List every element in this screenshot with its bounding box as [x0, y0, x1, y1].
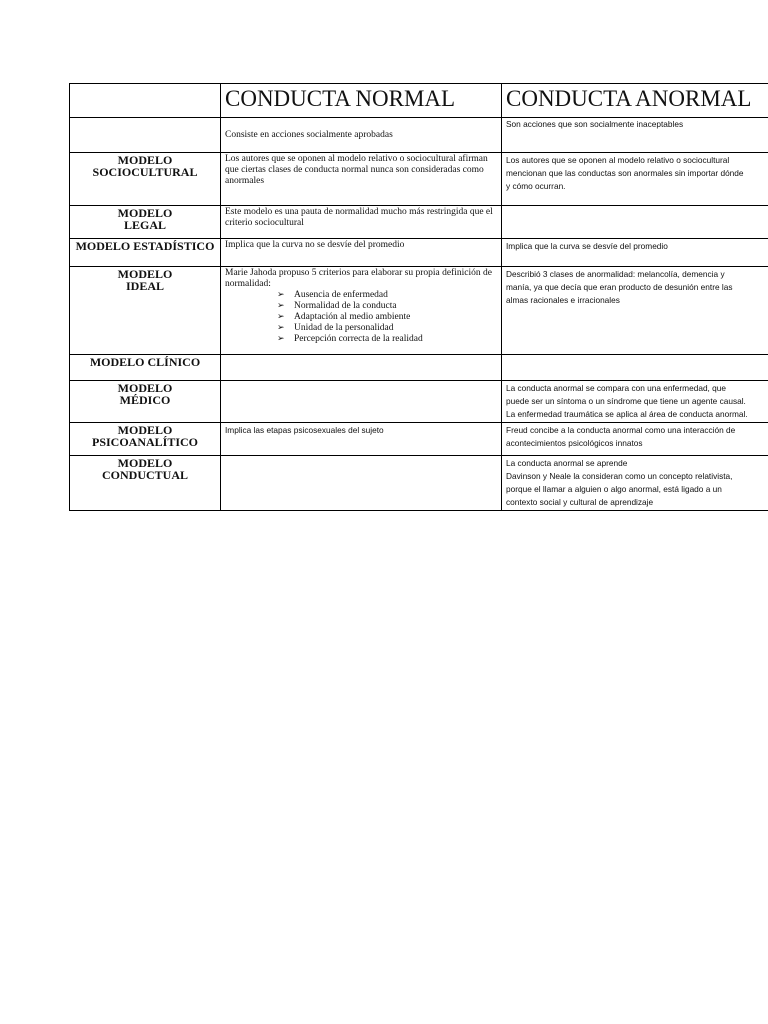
- row-legal: [70, 206, 768, 239]
- criteria-list: [225, 290, 497, 345]
- normal-description: [221, 456, 502, 511]
- normal-description: Marie Jahoda propuso 5 criterios para elaborar su propia definición de normalidad: ➢ Ausencia de enfermedad ➢ Normalidad de la conducta ➢ Adaptación al medio ambiente ➢ Unidad de la personalidad ➢ Percepción correcta de la realidad: [221, 267, 502, 355]
- model-label: MODELO CONDUCTUAL: [70, 456, 221, 511]
- row-psicoanalitico: [70, 423, 768, 456]
- list-item: ➢ Percepción correcta de la realidad: [277, 334, 497, 345]
- definition-row: [70, 118, 768, 153]
- row-medico: [70, 381, 768, 423]
- normal-description: Implica las etapas psicosexuales del sujeto: [221, 423, 502, 456]
- anormal-description: La conducta anormal se compara con una enfermedad, que puede ser un síntoma o un síndrome que tiene un agente causal. La enfermedad traumática se aplica al área de conducta anormal.: [502, 381, 768, 423]
- normal-description: [221, 381, 502, 423]
- model-label: MODELO PSICOANALÍTICO: [70, 423, 221, 456]
- header-row: [70, 84, 768, 118]
- comparison-table: [69, 83, 768, 511]
- model-label: MODELO ESTADÍSTICO: [70, 239, 221, 267]
- model-label: MODELO MÉDICO: [70, 381, 221, 423]
- normal-description: [221, 355, 502, 381]
- header-normal: CONDUCTA NORMAL: [221, 84, 502, 118]
- row-sociocultural: [70, 153, 768, 206]
- model-label: MODELO IDEAL: [70, 267, 221, 355]
- normal-description: Implica que la curva no se desvíe del promedio: [221, 239, 502, 267]
- anormal-description: Describió 3 clases de anormalidad: melancolía, demencia y manía, ya que decía que eran producto de desunión entre las almas racionales e irracionales: [502, 267, 768, 355]
- row-estadistico: [70, 239, 768, 267]
- model-label: MODELO CLÍNICO: [70, 355, 221, 381]
- header-anormal: CONDUCTA ANORMAL: [502, 84, 768, 118]
- definition-anormal: Son acciones que son socialmente inaceptables: [502, 118, 768, 153]
- normal-description: Este modelo es una pauta de normalidad mucho más restringida que el criterio sociocultural: [221, 206, 502, 239]
- anormal-description: Implica que la curva se desvíe del promedio: [502, 239, 768, 267]
- model-label: MODELO LEGAL: [70, 206, 221, 239]
- list-item: ➢ Unidad de la personalidad: [277, 323, 497, 334]
- definition-empty-cell: [70, 118, 221, 153]
- list-item: ➢ Normalidad de la conducta: [277, 301, 497, 312]
- list-item: ➢ Adaptación al medio ambiente: [277, 312, 497, 323]
- anormal-description: Los autores que se oponen al modelo relativo o sociocultural mencionan que las conductas son anormales sin importar dónde y cómo ocurran.: [502, 153, 768, 206]
- row-ideal: [70, 267, 768, 355]
- list-item: ➢ Ausencia de enfermedad: [277, 290, 497, 301]
- anormal-description: [502, 355, 768, 381]
- anormal-description: La conducta anormal se aprende Davinson y Neale la consideran como un concepto relativista, porque el llamar a alguien o algo anormal, está ligado a un contexto social y cultural de aprendizaje: [502, 456, 768, 511]
- definition-normal: Consiste en acciones socialmente aprobadas: [221, 118, 502, 153]
- anormal-description: Freud concibe a la conducta anormal como una interacción de acontecimientos psicológicos innatos: [502, 423, 768, 456]
- header-empty-cell: [70, 84, 221, 118]
- anormal-description: [502, 206, 768, 239]
- row-clinico: [70, 355, 768, 381]
- model-label: MODELO SOCIOCULTURAL: [70, 153, 221, 206]
- normal-description: Los autores que se oponen al modelo relativo o sociocultural afirman que ciertas clases de conducta normal nunca son consideradas como anormales: [221, 153, 502, 206]
- row-conductual: [70, 456, 768, 511]
